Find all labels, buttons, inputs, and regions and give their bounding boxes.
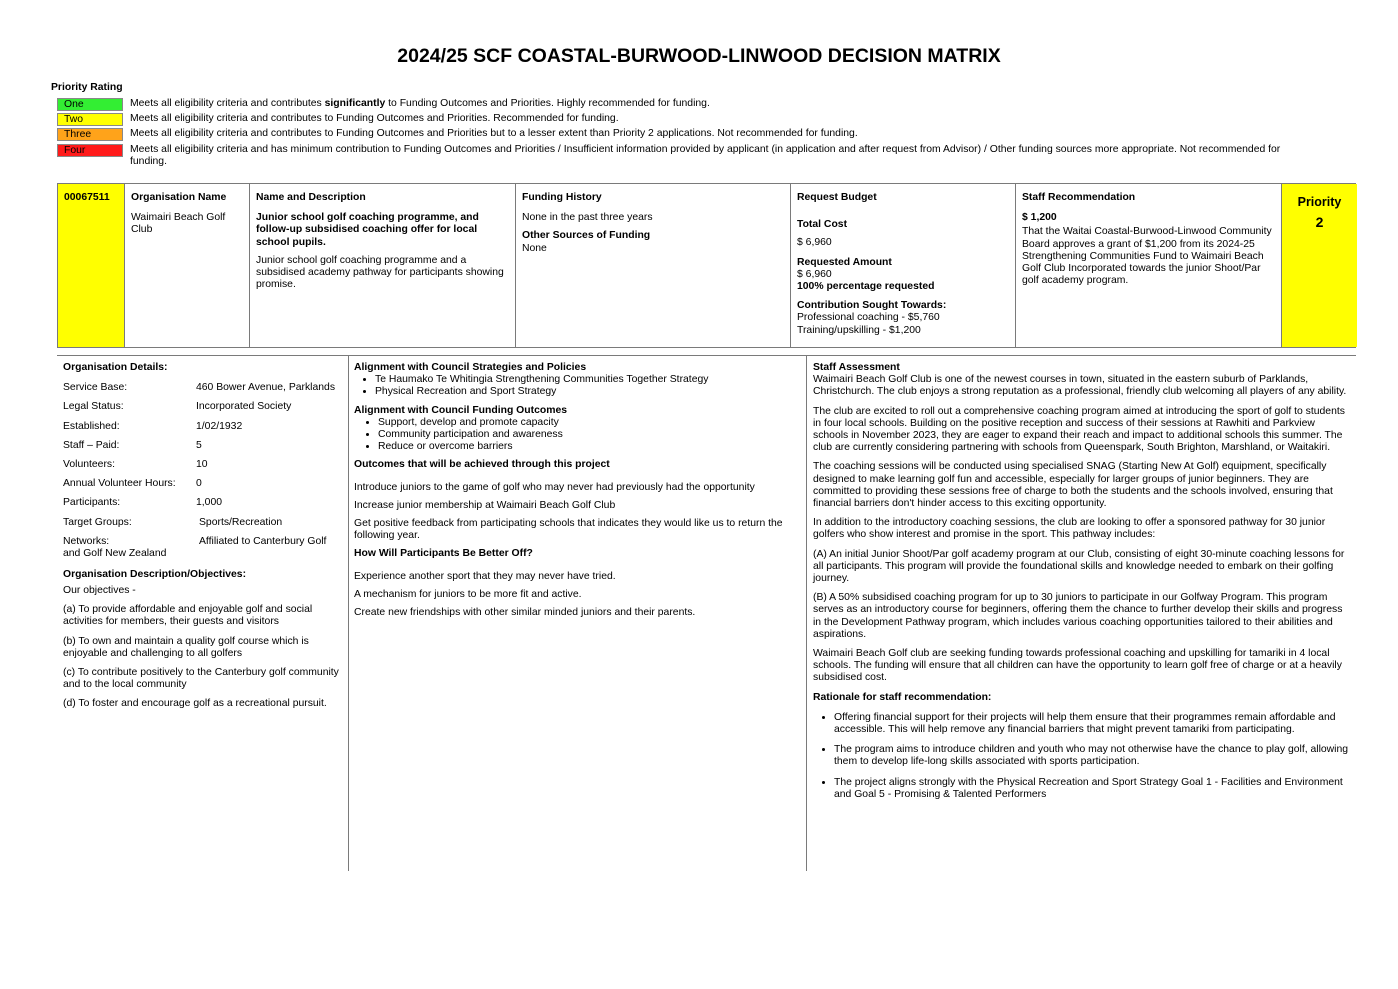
priority-swatch-two: Two <box>57 113 123 126</box>
strategy-item: • Physical Recreation and Sport Strategy <box>375 386 800 398</box>
assessment-paragraph: Waimairi Beach Golf Club is one of the newest courses in town, situated in the eastern suburb of Parklands, Christchurch. The club enjoys a strong reputation as a professional, friendly club welcoming all players of any ability. <box>813 374 1347 398</box>
project-outcome-item: Introduce juniors to the game of golf who may never had previously had the opportunity <box>354 481 755 493</box>
priority-desc-four: Meets all eligibility criteria and has minimum contribution to Funding Outcomes and Priorities / Insufficient information provided by applicant (in application and after request from Advisor) / Other funding sources more appropriate. Not recommended for funding. <box>130 144 1281 168</box>
priority-swatch-four: Four <box>57 144 123 157</box>
outcomes-list <box>354 417 800 454</box>
project-outcomes-heading: Outcomes that will be achieved through this project <box>354 459 610 471</box>
org-details-heading: Organisation Details: <box>63 362 168 373</box>
recommended-amount: $ 1,200 <box>1022 212 1057 224</box>
priority-swatch-one: One <box>57 98 123 111</box>
detail-value-continued: and Golf New Zealand <box>63 547 167 559</box>
priority-cell <box>1282 184 1357 347</box>
detail-volunteer-hours <box>63 478 343 497</box>
org-name: Waimairi Beach Golf Club <box>131 212 226 236</box>
rationale-item: • The program aims to introduce children and youth who may not otherwise have the chance to play golf, allowing them to develop life-long skills associated with sports participation. <box>834 744 1351 768</box>
detail-established <box>63 421 343 440</box>
total-cost-label: Total Cost <box>797 219 848 231</box>
rationale-item: • The project aligns strongly with the Physical Recreation and Sport Strategy Goal 1 - Facilities and Environment and Goal 5 - Promising & Talented Performers <box>834 777 1351 801</box>
detail-label: Legal Status: <box>63 401 124 413</box>
detail-value: 10 <box>196 458 208 470</box>
priority-value: 2 <box>1315 214 1324 230</box>
outcome-item: • Community participation and awareness <box>378 429 800 441</box>
total-cost: $ 6,960 <box>797 237 832 249</box>
assessment-paragraph: Waimairi Beach Golf club are seeking funding towards professional coaching and upskilling for tamariki in 4 local schools. The funding will ensure that all children can have the opportunity to learn golf free of charge or at a heavily subsidised cost. <box>813 648 1342 684</box>
objectives-intro: Our objectives - <box>63 584 136 596</box>
detail-value: Incorporated Society <box>196 401 292 413</box>
detail-value: Sports/Recreation <box>199 516 283 528</box>
detail-service-base <box>63 382 343 401</box>
objective-item: (d) To foster and encourage golf as a recreational pursuit. <box>63 698 327 710</box>
strategies-heading: Alignment with Council Strategies and Policies <box>354 362 587 373</box>
section-divider <box>57 355 1356 356</box>
rationale-list <box>813 712 1351 801</box>
detail-networks <box>63 536 343 563</box>
priority-rating-heading: Priority Rating <box>51 82 123 93</box>
outcomes-heading: Alignment with Council Funding Outcomes <box>354 404 567 416</box>
staff-recommendation-header: Staff Recommendation <box>1022 192 1136 203</box>
priority-desc-two: Meets all eligibility criteria and contributes to Funding Outcomes and Priorities. Recommended for funding. <box>130 113 619 124</box>
project-description: Junior school golf coaching programme and a subsidised academy pathway for participants showing promise. <box>256 254 504 291</box>
application-id-cell <box>58 184 125 347</box>
detail-volunteers <box>63 459 343 478</box>
column-divider <box>806 355 807 871</box>
staff-assessment-section <box>813 362 1351 809</box>
other-sources-header: Other Sources of Funding <box>522 230 651 242</box>
priority-desc-one-bold: significantly <box>324 98 386 109</box>
detail-label: Staff – Paid: <box>63 439 120 451</box>
description-cell <box>250 184 516 347</box>
better-off-heading: How Will Participants Be Better Off? <box>354 548 533 560</box>
project-title: Junior school golf coaching programme, and follow-up subsidised coaching offer for local school pupils. <box>256 212 479 248</box>
project-outcome-item: Get positive feedback from participating schools that indicates they would like us to return the following year. <box>354 518 783 542</box>
funding-history: None in the past three years <box>522 212 653 224</box>
strategy-item: • Te Haumako Te Whitingia Strengthening Communities Together Strategy <box>375 374 800 386</box>
detail-label: Target Groups: <box>63 516 132 528</box>
funding-history-cell <box>516 184 791 347</box>
detail-value: Affiliated to Canterbury Golf <box>199 535 327 547</box>
strategies-list <box>354 374 800 398</box>
detail-target-groups <box>63 517 343 536</box>
staff-recommendation-cell <box>1016 184 1282 347</box>
objective-item: (a) To provide affordable and enjoyable golf and social activities for members, their guests and visitors <box>63 604 313 628</box>
request-budget-cell <box>791 184 1016 347</box>
detail-label: Service Base: <box>63 382 128 394</box>
detail-label: Annual Volunteer Hours: <box>63 478 176 490</box>
description-header: Name and Description <box>256 192 366 203</box>
detail-label: Participants: <box>63 497 121 509</box>
detail-staff-paid <box>63 440 343 459</box>
funding-history-header: Funding History <box>522 192 602 203</box>
objective-item: (b) To own and maintain a quality golf course which is enjoyable and challenging to all golfers <box>63 635 309 659</box>
priority-desc-three: Meets all eligibility criteria and contributes to Funding Outcomes and Priorities but to a lesser extent than Priority 2 applications. Not recommended for funding. <box>130 128 858 139</box>
better-off-item: Create new friendships with other similar minded juniors and their parents. <box>354 607 696 619</box>
objective-item: (c) To contribute positively to the Canterbury golf community and to the local community <box>63 666 339 691</box>
percentage-requested: 100% percentage requested <box>797 281 935 293</box>
detail-value: 5 <box>196 439 202 451</box>
contribution-item: Professional coaching - $5,760 <box>797 312 940 324</box>
requested-amount-label: Requested Amount <box>797 256 892 268</box>
detail-legal-status <box>63 401 343 420</box>
assessment-paragraph: (B) A 50% subsidised coaching program for up to 30 juniors to participate in our Golfway Program. This program serves as an introductory course for beginners, offering them the chance to further develop their skills and progress in the Development Pathway program, which includes various coaching opportunities tailored to their abilities and aspirations. <box>813 592 1343 640</box>
detail-participants <box>63 497 343 516</box>
detail-value: 1/02/1932 <box>196 420 243 432</box>
better-off-item: A mechanism for juniors to be more fit and active. <box>354 588 582 600</box>
application-id: 00067511 <box>64 192 110 203</box>
organisation-details <box>63 362 343 718</box>
org-name-cell <box>125 184 250 347</box>
staff-assessment-heading: Staff Assessment <box>813 362 900 373</box>
detail-value: 460 Bower Avenue, Parklands <box>196 382 336 394</box>
assessment-paragraph: (A) An initial Junior Shoot/Par golf academy program at our Club, consisting of eight 30-minute coaching lessons for all participants. This program will provide the foundational skills and knowledge needed to embark on their golfing journey. <box>813 548 1345 585</box>
detail-value: 0 <box>196 478 202 490</box>
contribution-item: Training/upskilling - $1,200 <box>797 324 921 336</box>
better-off-item: Experience another sport that they may never have tried. <box>354 570 616 582</box>
requested-amount: $ 6,960 <box>797 268 832 280</box>
project-outcome-item: Increase junior membership at Waimairi Beach Golf Club <box>354 499 616 511</box>
objectives-heading: Organisation Description/Objectives: <box>63 568 247 580</box>
assessment-paragraph: The club are excited to roll out a comprehensive coaching program aimed at introducing the sport of golf to students in four local schools. Building on the positive reception and success of their sessions at Rawhiti and Parkview schools in November 2023, they are eager to expand their reach and impact to additional schools this summer. The club are currently considering partnering with schools from Queenspark, South Brighton, Marshland, or Waitakiri. <box>813 405 1345 454</box>
detail-label: Volunteers: <box>63 458 115 470</box>
priority-label: Priority <box>1297 195 1342 209</box>
priority-desc-one-post: to Funding Outcomes and Priorities. Highly recommended for funding. <box>385 98 710 109</box>
contribution-label: Contribution Sought Towards: <box>797 300 947 312</box>
page-title: 2024/25 SCF COASTAL-BURWOOD-LINWOOD DECISION MATRIX <box>397 45 1001 67</box>
outcome-item: • Support, develop and promote capacity <box>378 417 800 429</box>
detail-label: Established: <box>63 420 120 432</box>
rationale-heading: Rationale for staff recommendation: <box>813 691 992 703</box>
column-divider <box>348 355 349 871</box>
rationale-item: • Offering financial support for their projects will help them ensure that their programmes remain affordable and accessible. This will help remove any financial barriers that might prevent tamariki from participating. <box>834 712 1351 736</box>
summary-table <box>57 183 1356 348</box>
outcome-item: • Reduce or overcome barriers <box>378 441 800 453</box>
priority-desc-one-pre: Meets all eligibility criteria and contributes <box>130 98 325 109</box>
detail-value: 1,000 <box>196 497 223 509</box>
priority-swatch-three: Three <box>57 128 123 141</box>
assessment-paragraph: The coaching sessions will be conducted using specialised SNAG (Starting New At Golf) equipment, specifically designed to make learning golf fun and accessible, especially for larger groups of junior beginners. They are committed to providing these sessions free of charge to both the students and the schools involved, ensuring that financial barriers don't hinder access to this exciting opportunity. <box>813 461 1333 510</box>
other-sources: None <box>522 242 547 254</box>
alignment-section <box>354 362 800 625</box>
priority-desc-one <box>130 98 1316 110</box>
assessment-paragraph: In addition to the introductory coaching sessions, the club are looking to offer a sponsored pathway for 30 junior golfers who show interest and promise in the sport. This pathway includes: <box>813 517 1326 541</box>
detail-label: Networks: <box>63 535 110 547</box>
staff-recommendation-text: That the Waitai Coastal-Burwood-Linwood Community Board approves a grant of $1,200 from its 2024-25 Strengthening Communities Fund to Waimairi Beach Golf Club Incorporated towards the junior Shoot/Par golf academy program. <box>1022 226 1272 287</box>
org-name-header: Organisation Name <box>131 192 227 203</box>
request-budget-header: Request Budget <box>797 192 877 203</box>
